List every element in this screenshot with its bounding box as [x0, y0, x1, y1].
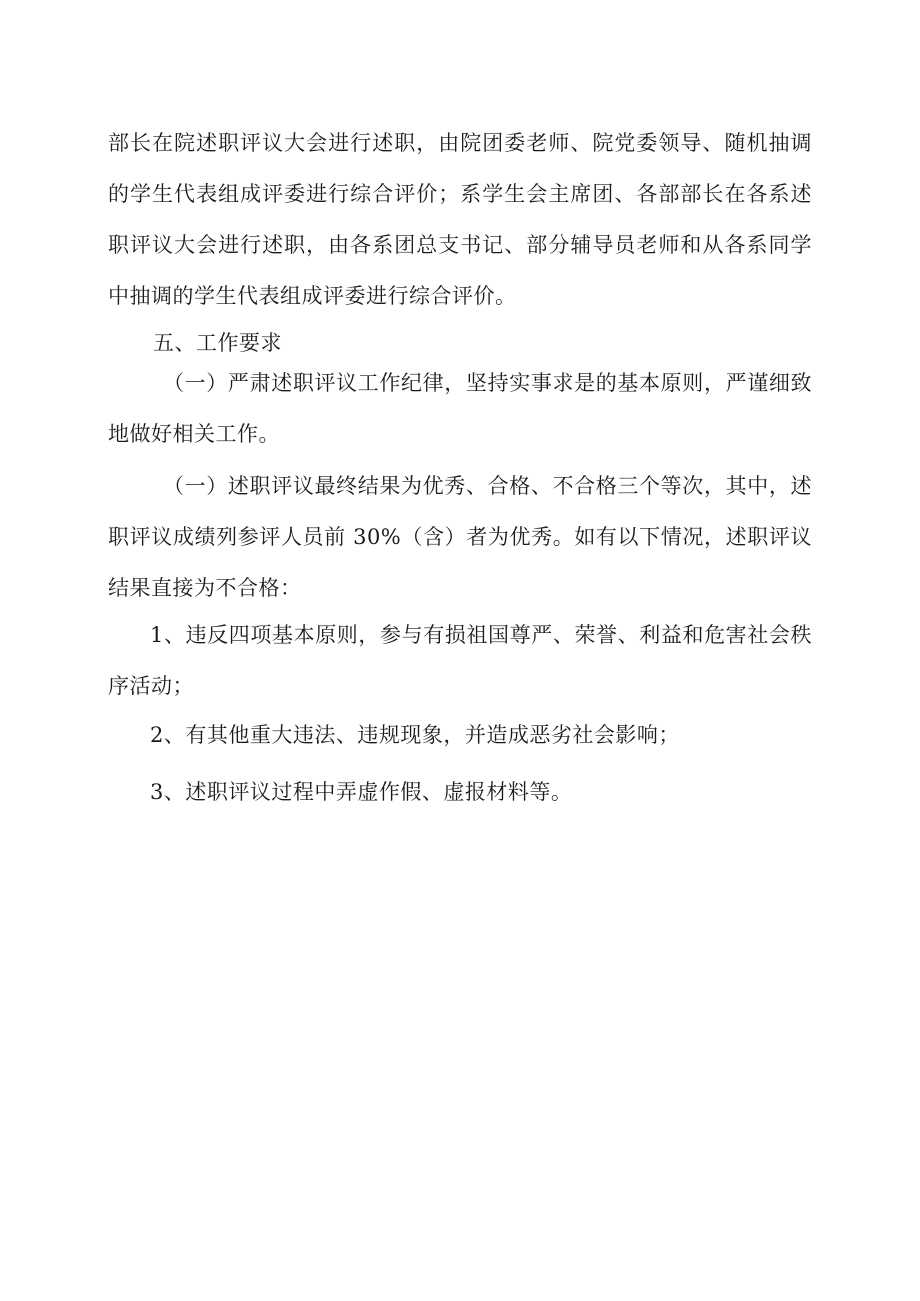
list-item-disqualify-2: 2、有其他重大违法、违规现象，并造成恶劣社会影响；: [150, 723, 680, 747]
list-item-disqualify-3: 3、述职评议过程中弄虚作假、虚报材料等。: [150, 780, 573, 804]
section-heading-work-requirements: 五、工作要求: [153, 331, 282, 355]
list-item-disqualify-1: 1、违反四项基本原则，参与有损祖国尊严、荣誉、利益和危害社会秩序活动；: [108, 623, 812, 698]
paragraph-evaluation-procedure: 部长在院述职评议大会进行述职，由院团委老师、院党委领导、随机抽调的学生代表组成评委进行综合评价；系学生会主席团、各部部长在各系述职评议大会进行述职，由各系团总支书记、部分辅导员老师和从各系同学中抽调的学生代表组成评委进行综合评价。: [108, 131, 812, 308]
requirement-discipline: （一）严肃述职评议工作纪律，坚持实事求是的基本原则，严谨细致地做好相关工作。: [108, 371, 812, 446]
requirement-result-grades: （一）述职评议最终结果为优秀、合格、不合格三个等次，其中，述职评议成绩列参评人员前 30%（含）者为优秀。如有以下情况，述职评议结果直接为不合格：: [108, 474, 812, 600]
